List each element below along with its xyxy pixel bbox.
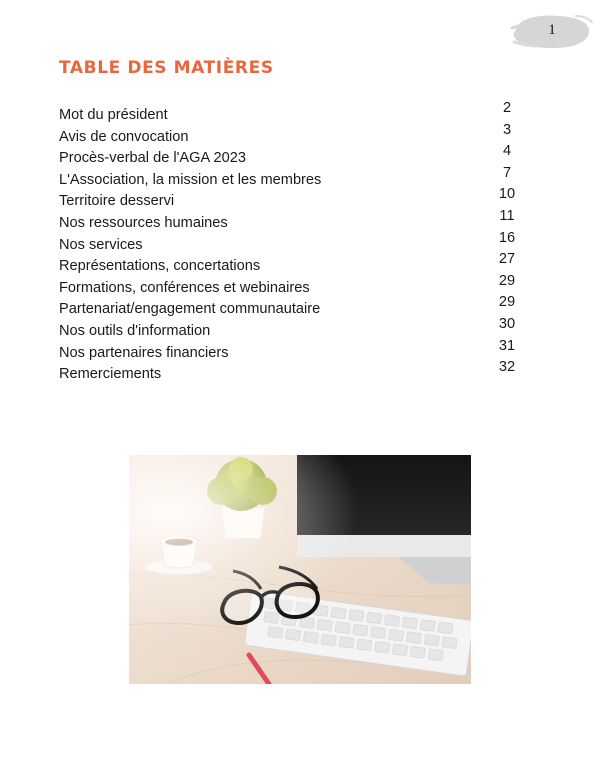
toc-entry-title: Nos services <box>59 236 143 253</box>
toc-entry[interactable] <box>59 359 529 385</box>
toc-entry-page: 11 <box>499 207 515 224</box>
toc-entry[interactable] <box>59 229 529 256</box>
toc-entry-title: Nos ressources humaines <box>59 214 228 231</box>
toc-entry-title: Nos outils d'information <box>59 322 211 339</box>
toc-entry[interactable] <box>59 251 529 277</box>
toc-entry[interactable] <box>59 186 529 212</box>
toc-entry[interactable] <box>59 294 529 320</box>
toc-entry-title: Procès-verbal de l'AGA 2023 <box>59 150 246 167</box>
toc-entry[interactable] <box>59 164 529 191</box>
toc-entry-title: Représentations, concertations <box>59 258 261 275</box>
toc-list <box>59 100 529 385</box>
toc-entry-page: 7 <box>502 164 512 181</box>
toc-entry-title: Avis de convocation <box>59 128 189 145</box>
toc-entry-page: 29 <box>498 294 516 311</box>
toc-entry-title: Mot du président <box>59 107 168 123</box>
toc-entry-title: Remerciements <box>59 366 162 383</box>
toc-entry-page: 29 <box>498 272 516 289</box>
toc-entry-title: L'Association, la mission et les membres <box>59 171 322 188</box>
toc-entry-title: Nos partenaires financiers <box>59 344 229 361</box>
toc-entry[interactable] <box>59 272 529 299</box>
toc-entry[interactable] <box>59 207 529 234</box>
toc-entry-page: 32 <box>498 359 516 376</box>
toc-title: TABLE DES MATIÈRES <box>59 58 274 78</box>
toc-entry-page: 2 <box>502 100 512 116</box>
toc-entry-title: Territoire desservi <box>59 193 175 210</box>
toc-entry-page: 10 <box>498 186 516 203</box>
toc-entry[interactable] <box>59 315 529 342</box>
toc-entry-page: 16 <box>498 229 516 246</box>
toc-entry[interactable] <box>59 121 529 148</box>
toc-entry-page: 3 <box>502 121 512 138</box>
toc-entry[interactable] <box>59 143 529 169</box>
toc-entry-title: Formations, conférences et webinaires <box>59 279 310 296</box>
toc-entry-title: Partenariat/engagement communautaire <box>59 301 321 318</box>
toc-entry[interactable] <box>59 100 529 126</box>
page-number: 1 <box>548 22 556 38</box>
toc-entry[interactable] <box>59 337 529 364</box>
toc-entry-page: 4 <box>502 143 512 160</box>
toc-entry-page: 27 <box>498 251 516 268</box>
page-number-badge <box>510 8 588 56</box>
desk-scene-illustration <box>129 455 471 684</box>
desk-photo <box>129 455 471 684</box>
toc-entry-page: 31 <box>498 337 516 354</box>
toc-entry-page: 30 <box>498 315 516 332</box>
